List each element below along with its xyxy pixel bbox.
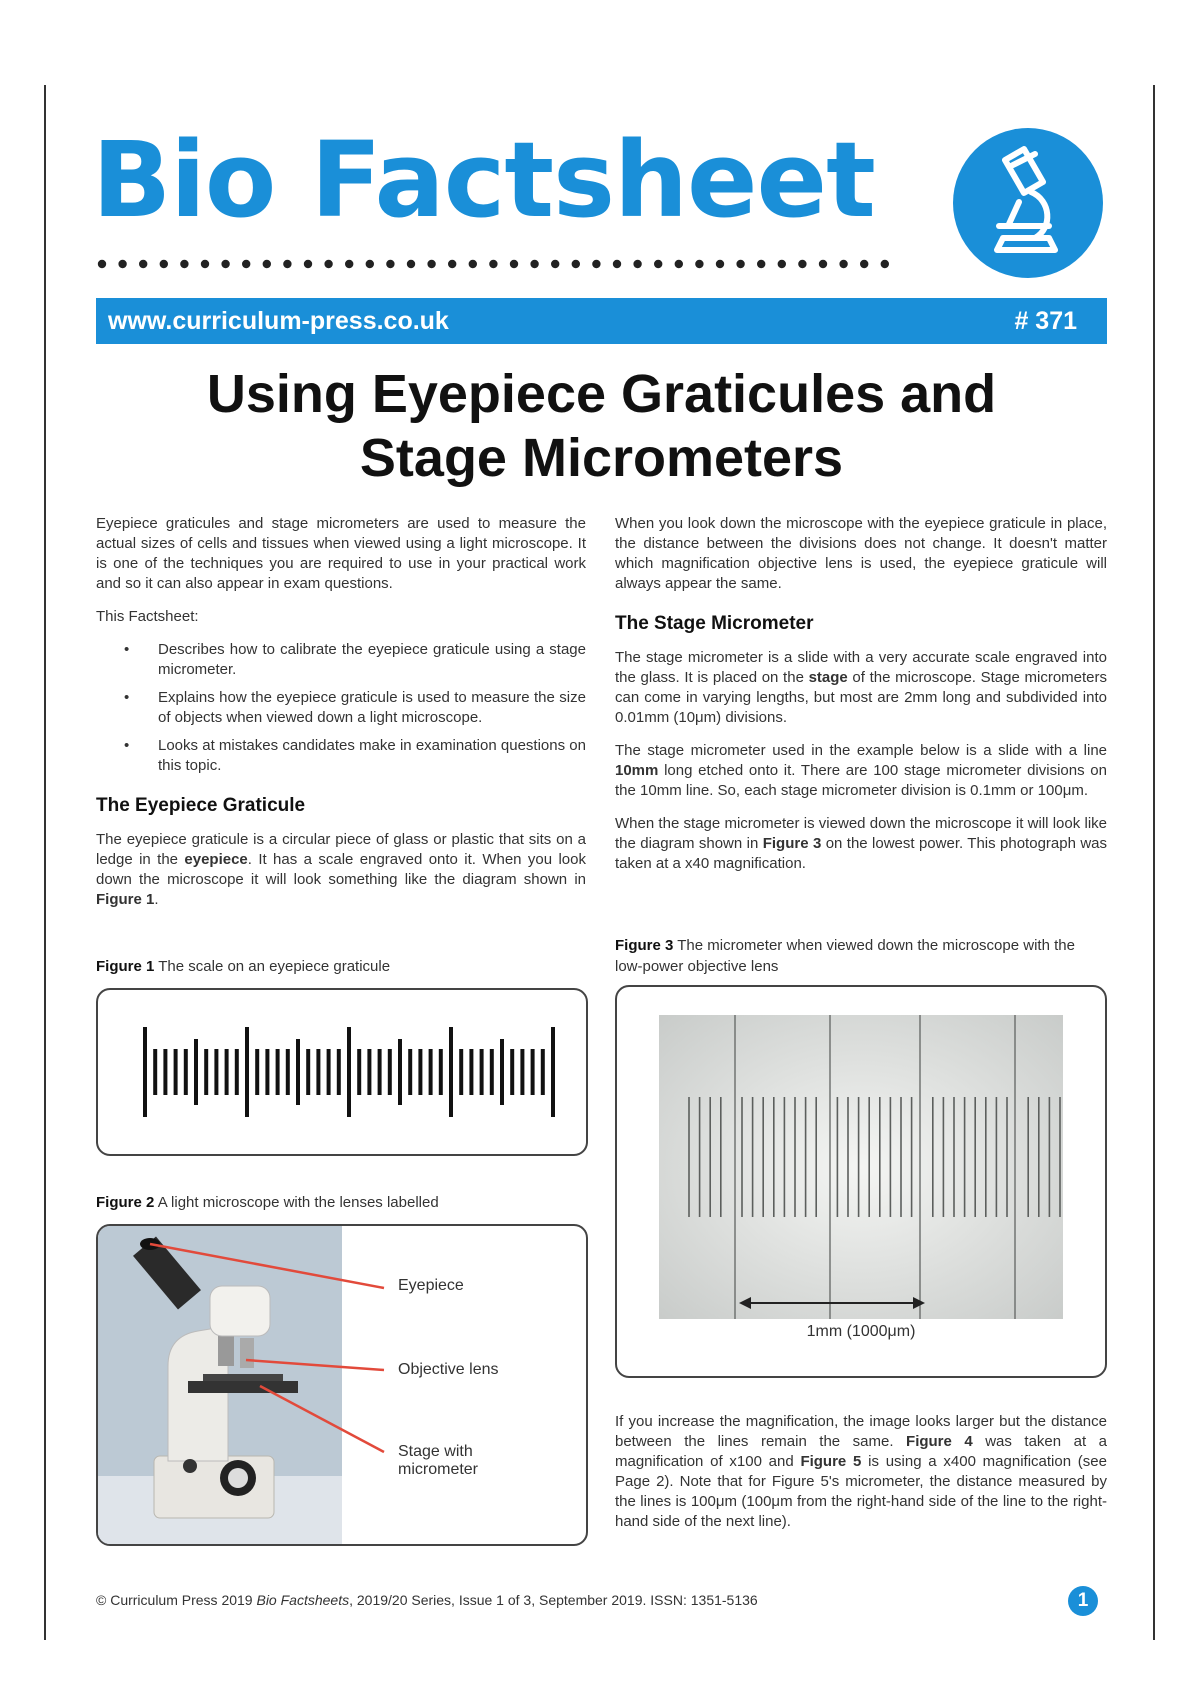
text-run: , 2019/20 Series, Issue 1 of 3, September 2019. ISSN: 1351-5136 [349,1592,758,1608]
logo [953,128,1103,278]
text-run: was taken at a magnification of x100 and [615,1433,1107,1470]
divider-dot [675,260,683,268]
url-bar [96,298,1107,344]
divider-dot [778,260,786,268]
eyepiece-label: Eyepiece [398,1277,464,1294]
website-link[interactable]: www.curriculum-press.co.uk [108,306,449,335]
text-run-italic: Bio Factsheets [256,1592,350,1608]
dotted-divider [96,258,896,270]
graticule-paragraph: When you look down the microscope with the eyepiece graticule in place, the distance between the divisions does not change. It doesn't matter which magnification objective lens is used, the eyepiece graticule will always appear the same. [615,515,1107,592]
divider-dot [345,260,353,268]
figure-2-caption-text: A light microscope with the lenses labelled [154,1194,439,1211]
divider-dot [263,260,271,268]
figure-2-microscope [96,1224,588,1546]
micrometer-photo [617,987,1105,1376]
divider-dot [716,260,724,268]
microscope-icon [953,128,1103,278]
figure-3-caption [615,935,1095,977]
stage-label-line-1: Stage with [398,1443,473,1460]
eyepiece-pointer [150,1244,384,1288]
figure-1-caption-text: The scale on an eyepiece graticule [154,958,391,975]
eyepiece-graticule-heading: The Eyepiece Graticule [96,795,306,816]
scale-label: 1mm (1000μm) [806,1323,916,1340]
figure-1-label: Figure 1 [96,958,155,975]
divider-dot [839,260,847,268]
left-margin-rule [44,85,46,1640]
text-run: The eyepiece graticule is a circular piece of glass or plastic that sits on a ledge in the [96,831,586,868]
page-title [96,362,1107,490]
divider-dot [881,260,889,268]
divider-dot [736,260,744,268]
right-column [615,514,1107,887]
text-run: When the stage micrometer is viewed down the microscope it will look like the diagram shown in [615,815,1107,852]
eyepiece-paragraph [96,830,586,910]
text-run-bold: Figure 4 [906,1433,973,1450]
divider-dot [304,260,312,268]
divider-dot [324,260,332,268]
bullet-item: • Describes how to calibrate the eyepiece graticule using a stage micrometer. [124,640,586,680]
figure-2-label: Figure 2 [96,1194,155,1211]
divider-dot [448,260,456,268]
figure-3-caption-text: The micrometer when viewed down the microscope with the low-power objective lens [615,937,1075,975]
text-run-bold: Figure 5 [800,1453,862,1470]
divider-dot [592,260,600,268]
text-run: . It has a scale engraved onto it. When you look down the microscope it will look something like the diagram shown in [96,851,586,888]
divider-dot [654,260,662,268]
stage-paragraph-1 [615,648,1107,728]
bullet-item: • Looks at mistakes candidates make in examination questions on this topic. [124,736,586,776]
divider-dot [386,260,394,268]
text-run: . [154,891,159,908]
pointer-lines [98,1226,586,1544]
intro-paragraph: Eyepiece graticules and stage micrometers are used to measure the actual sizes of cells and tissues when viewed using a light microscope. It is one of the techniques you are required to use in your practical work and so it can also appear in exam questions. [96,515,586,592]
divider-dot [530,260,538,268]
text-run: long etched onto it. There are 100 stage micrometer divisions on the 10mm line. So, each stage micrometer division is 0.1mm or 100μm. [615,762,1107,799]
this-factsheet-label: This Factsheet: [96,608,199,625]
right-margin-rule [1153,85,1155,1640]
bullet-item: • Explains how the eyepiece graticule is used to measure the size of objects when viewed down a light microscope. [124,688,586,728]
text-run: The stage micrometer used in the example below is a slide with a line [615,742,1107,759]
stage-paragraph-2 [615,741,1107,801]
divider-dot [242,260,250,268]
divider-dot [98,260,106,268]
page-number: 1 [1068,1586,1098,1616]
factsheet-bullets [96,640,586,776]
figure-3-label: Figure 3 [615,937,674,954]
divider-dot [510,260,518,268]
brand-title: Bio Factsheet [92,119,875,241]
text-run: of the microscope. Stage micrometers can come in varying lengths, but most are 2mm long and subdivided into 0.01mm (10μm) divisions. [615,669,1107,726]
text-run: on the lowest power. This photograph was taken at a x40 magnification. [615,835,1108,872]
text-run-bold: 10mm [615,762,659,779]
divider-dot [180,260,188,268]
divider-dot [118,260,126,268]
magnification-paragraph [615,1412,1107,1532]
divider-dot [695,260,703,268]
divider-dot [427,260,435,268]
divider-dot [283,260,291,268]
divider-dot [551,260,559,268]
text-run-bold: stage [808,669,848,686]
divider-dot [407,260,415,268]
divider-dot [613,260,621,268]
divider-dot [798,260,806,268]
text-run-bold: Figure 1 [96,891,155,908]
text-run-bold: eyepiece [184,851,248,868]
stage-pointer [260,1386,384,1452]
divider-dot [819,260,827,268]
divider-dot [489,260,497,268]
divider-dot [633,260,641,268]
divider-dot [366,260,374,268]
text-run: © Curriculum Press 2019 [96,1592,257,1608]
objective-lens-label: Objective lens [398,1361,499,1378]
divider-dot [160,260,168,268]
left-column [96,514,586,923]
title-line-1: Using Eyepiece Graticules and [206,364,997,424]
graticule-scale [98,990,586,1154]
divider-dot [139,260,147,268]
footer-copyright [96,1592,758,1608]
figure-2-caption [96,1194,439,1211]
stage-micrometer-heading: The Stage Micrometer [615,613,814,634]
text-run: The stage micrometer is a slide with a very accurate scale engraved into the glass. It is placed on the [615,649,1107,686]
title-line-2: Stage Micrometers [359,428,844,488]
issue-number: # 371 [1014,306,1077,335]
figure-1-graticule [96,988,588,1156]
divider-dot [757,260,765,268]
micrometer-field [659,1015,1063,1319]
stage-paragraph-3 [615,814,1107,874]
text-run: If you increase the magnification, the image looks larger but the distance between the lines remain the same. [615,1413,1107,1450]
stage-label-line-2: micrometer [398,1461,479,1478]
divider-dot [572,260,580,268]
figure-3-micrometer [615,985,1107,1378]
divider-dot [201,260,209,268]
objective-pointer [246,1360,384,1370]
text-run: is using a x400 magnification (see Page 2). Note that for Figure 5's micrometer, the distance measured by the lines is 100μm (100μm from the right-hand side of the line to the right-hand side of the next line). [615,1453,1107,1530]
figure-1-caption [96,958,390,975]
divider-dot [469,260,477,268]
text-run-bold: Figure 3 [762,835,822,852]
divider-dot [860,260,868,268]
divider-dot [221,260,229,268]
